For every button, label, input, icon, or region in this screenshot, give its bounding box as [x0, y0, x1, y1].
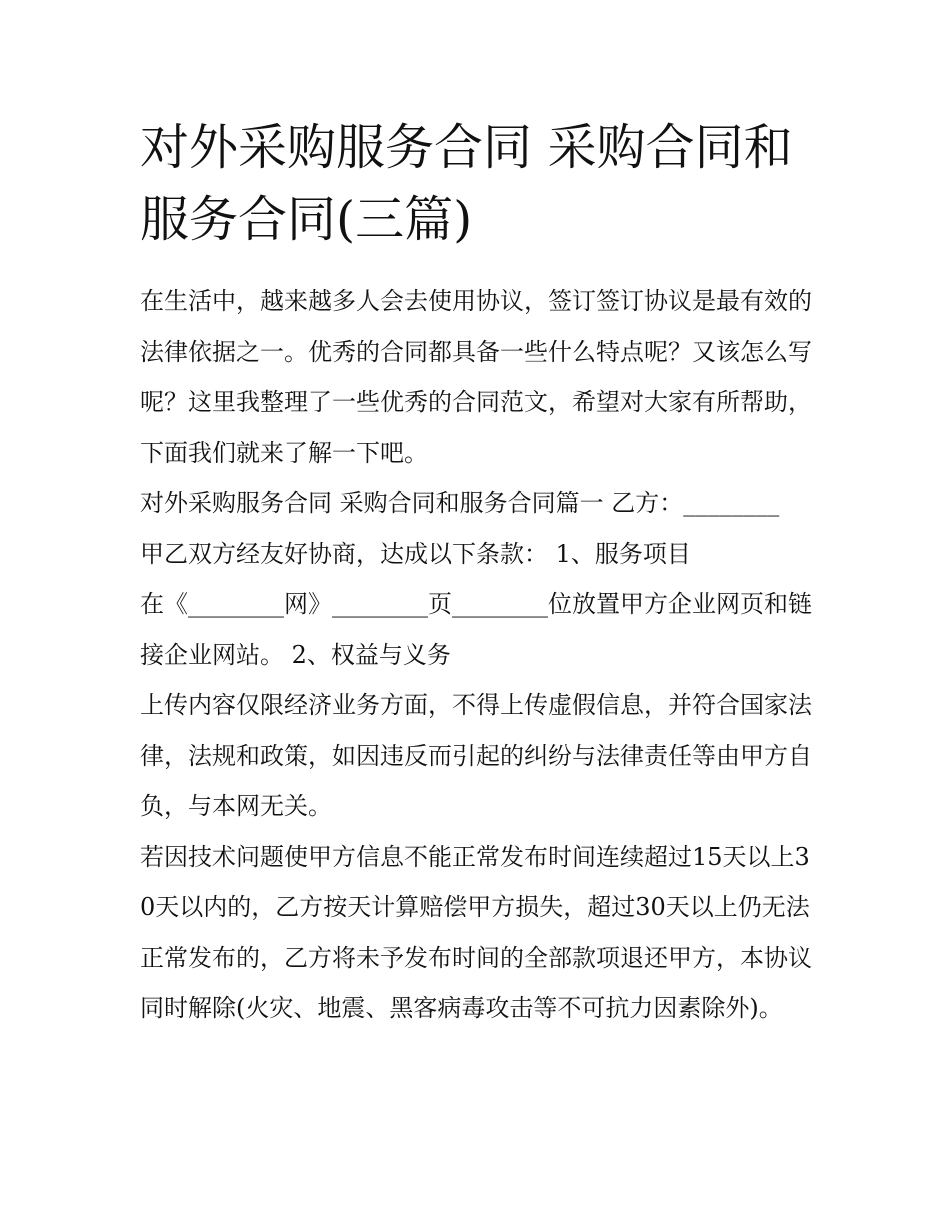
compensation-paragraph: 若因技术问题使甲方信息不能正常发布时间连续超过15天以上30天以内的，乙方按天计算赔偿甲方损失，超过30天以上仍无法正常发布的，乙方将未予发布时间的全部款项退还甲方，本协议同时解除(火灾、地震、黑客病毒攻击等不可抗力因素除外)。	[140, 842, 812, 1022]
service-item-paragraph: 在《________网》________页________位放置甲方企业网页和链接企业网站。 2、权益与义务	[140, 590, 812, 669]
section-heading-paragraph: 对外采购服务合同 采购合同和服务合同篇一 乙方：________	[140, 489, 780, 517]
content-restriction-paragraph: 上传内容仅限经济业务方面，不得上传虚假信息，并符合国家法律，法规和政策，如因违反而引起的纠纷与法律责任等由甲方自负，与本网无关。	[140, 691, 812, 820]
agreement-clause-paragraph: 甲乙双方经友好协商，达成以下条款： 1、服务项目	[140, 539, 691, 568]
intro-paragraph: 在生活中，越来越多人会去使用协议，签订签订协议是最有效的法律依据之一。优秀的合同都具备一些什么特点呢？又该怎么写呢？这里我整理了一些优秀的合同范文，希望对大家有所帮助，下面我们就来了解一下吧。	[140, 287, 812, 467]
document-body	[140, 276, 820, 1034]
document-title: 对外采购服务合同 采购合同和服务合同(三篇)	[140, 119, 793, 248]
